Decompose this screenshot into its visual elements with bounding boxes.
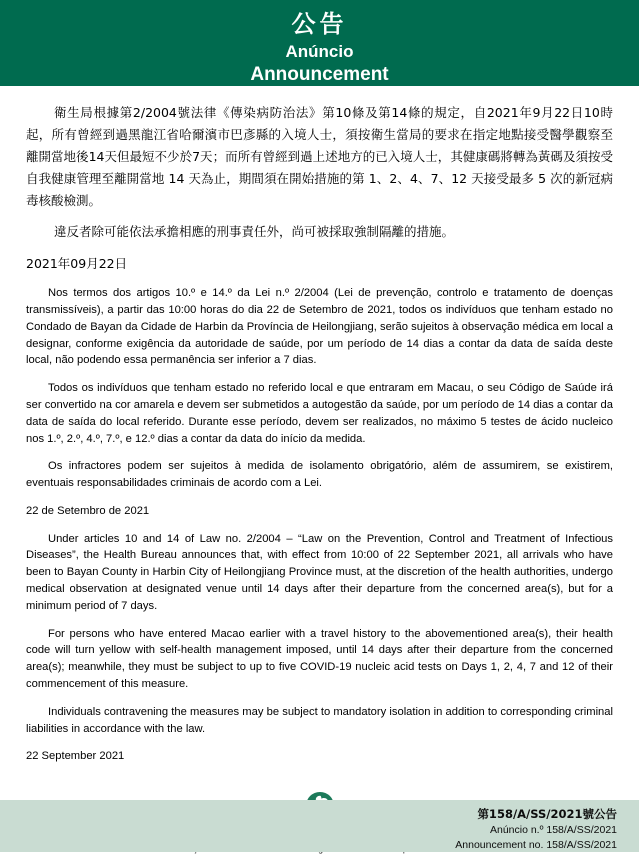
english-date: 22 September 2021 — [26, 750, 125, 763]
english-paragraph-3: Individuals contravening the measures may be subject to mandatory isolation in addition to corresponding criminal liabilities in accordance with the law. — [26, 705, 613, 735]
portuguese-paragraph-2: Todos os indivíduos que tenham estado no referido local e que entraram em Macau, o seu Código de Saúde irá ser convertido na cor amarela e devem ser submetidos a autogestão da saúde, por um período de 14 dias a contar da data de saída do local referido. Durante esse período, devem ser realizados, no máximo 5 testes de ácido nucleico nos 1.º, 2.º, 4.º, 7.º, e 12.º dias a contar da data do início da medida. — [26, 382, 613, 445]
english-section — [26, 531, 613, 766]
header-title-en: Announcement — [250, 64, 389, 86]
chinese-section — [26, 102, 613, 275]
reference-bar — [0, 800, 639, 852]
english-paragraph-2: For persons who have entered Macao earlier with a travel history to the abovementioned area(s), their health code will turn yellow with self-health management imposed, until 14 days after their departure from the concerned area(s); meanwhile, they must be subject to up to five COVID-19 nucleic acid tests on Days 1, 2, 4, 7 and 12 of their commencement of this measure. — [26, 627, 613, 691]
portuguese-paragraph-1: Nos termos dos artigos 10.º e 14.º da Lei n.º 2/2004 (Lei de prevenção, controlo e tratamento de doenças transmissíveis), a partir das 10:00 horas do dia 22 de Setembro de 2021, todos os indivíduos que tenham estado no Condado de Bayan da Cidade de Harbin da Província de Heilongjiang, serão sujeitos à observação médica em local a designar, conforme exigência da autoridade de saúde, por um período de 14 dias a contar da data de saída deste local, não podendo essa permanência ser inferior a 7 dias. — [26, 287, 613, 367]
reference-number-en: Announcement no. 158/A/SS/2021 — [455, 838, 617, 851]
document-body — [0, 86, 639, 855]
portuguese-date: 22 de Setembro de 2021 — [26, 504, 150, 517]
reference-number-pt: Anúncio n.º 158/A/SS/2021 — [489, 823, 617, 836]
chinese-paragraph-1: 衛生局根據第2/2004號法律《傳染病防治法》第10條及第14條的規定，自2021年9月22日10時起，所有曾經到過黑龍江省哈爾濱市巴彥縣的入境人士，須按衛生當局的要求在指定地點接受醫學觀察至離開當地後14天但最短不少於7天；而所有曾經到過上述地方的已入境人士，其健康碼將轉為黃碼及須按受自我健康管理至離開當地 14 天為止，期間須在開始措施的第 1、2、4、7、12 天接受最多 5 次的新冠病毒核酸檢測。 — [26, 105, 613, 208]
header-title-pt: Anúncio — [285, 42, 354, 61]
portuguese-paragraph-3: Os infractores podem ser sujeitos à medida de isolamento obrigatório, além de assumirem, se existirem, eventuais responsabilidades criminais de acordo com a Lei. — [26, 460, 613, 490]
english-paragraph-1: Under articles 10 and 14 of Law no. 2/2004 – “Law on the Prevention, Control and Treatment of Infectious Diseases”, the Health Bureau announces that, with effect from 10:00 of 22 September 2021, all arrivals who have been to Bayan County in Harbin City of Heilongjiang Province must, at the discretion of the health authorities, undergo medical observation at designated venue until 14 days after their departure from the concerned area(s), but for a minimum period of 7 days. — [26, 532, 613, 612]
portuguese-section — [26, 285, 613, 520]
chinese-date: 2021年09月22日 — [26, 256, 128, 272]
reference-number-zh: 第158/A/SS/2021號公告 — [477, 807, 617, 821]
chinese-paragraph-2: 違反者除可能依法承擔相應的刑事責任外，尚可被採取強制隔離的措施。 — [54, 224, 455, 240]
header-title-zh: 公告 — [291, 11, 348, 38]
page-header — [0, 0, 639, 86]
